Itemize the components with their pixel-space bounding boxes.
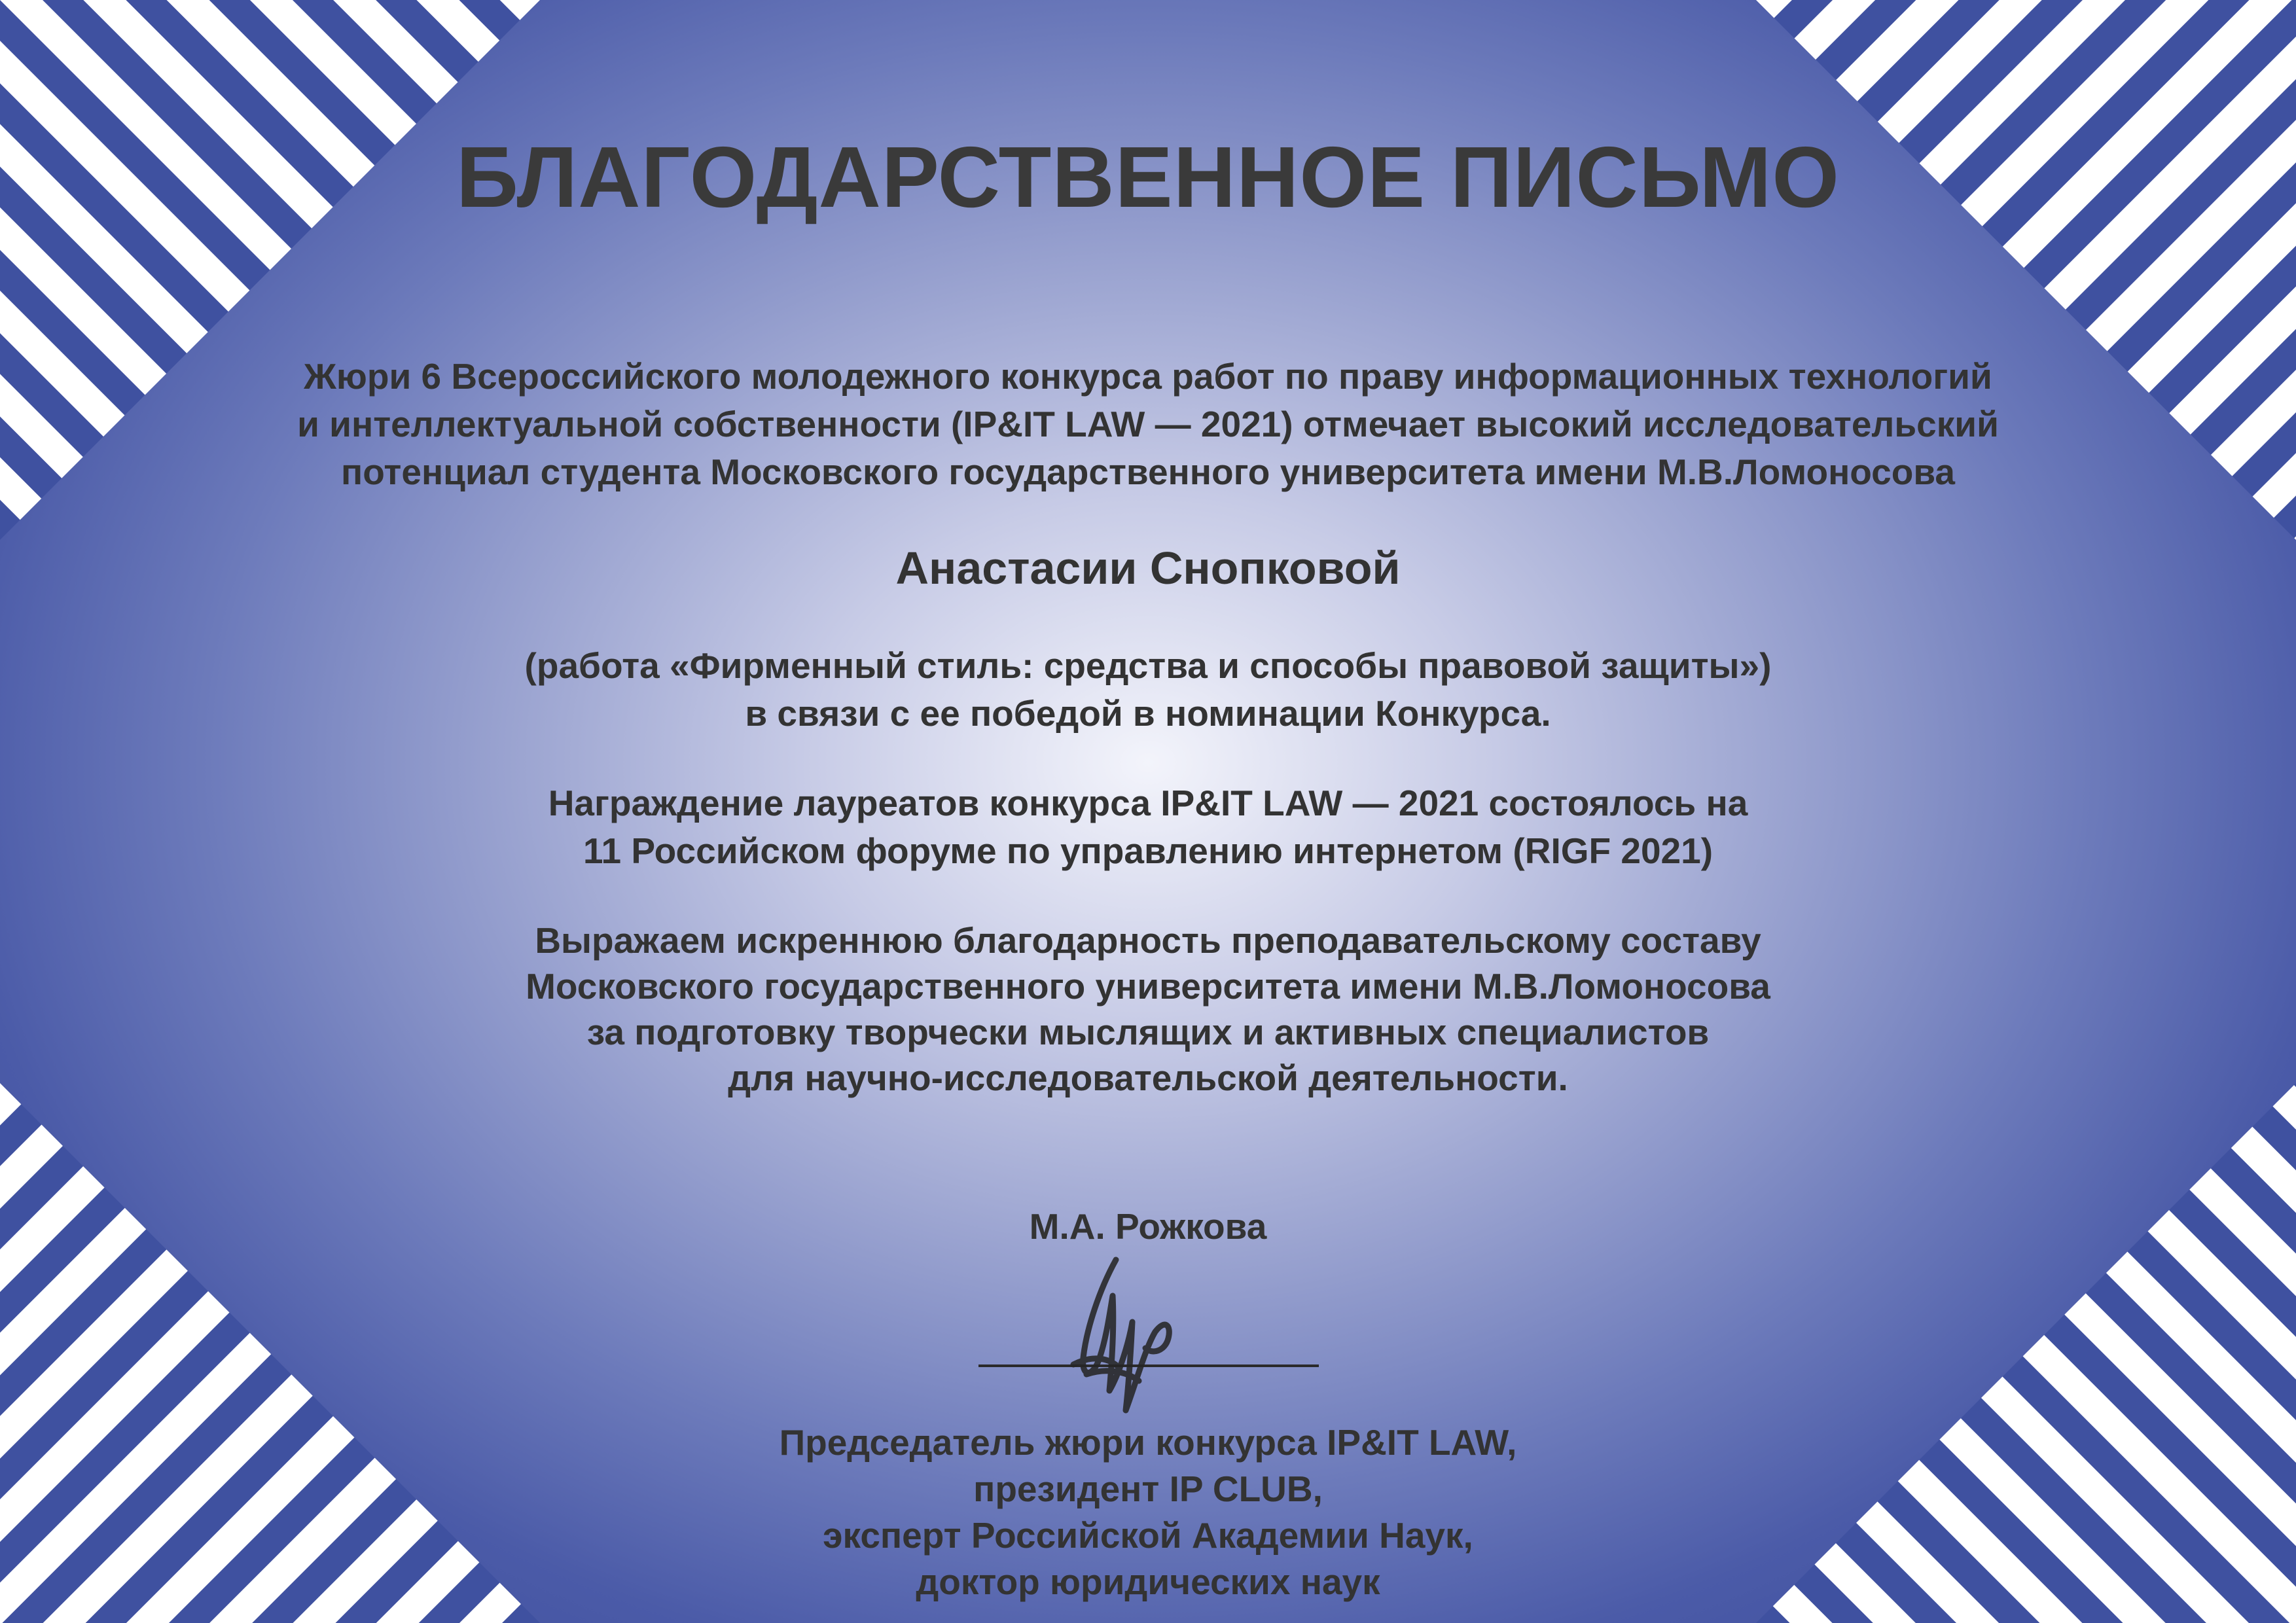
gratitude-line-4: для научно-исследовательской деятельности. bbox=[728, 1058, 1568, 1098]
work-line-1: (работа «Фирменный стиль: средства и способы правовой защиты») bbox=[524, 645, 1772, 686]
gratitude-line-2: Московского государственного университета имени М.В.Ломоносова bbox=[526, 966, 1770, 1007]
signatory-title-3: эксперт Российской Академии Наук, bbox=[823, 1515, 1473, 1556]
intro-line-1: Жюри 6 Всероссийского молодежного конкурса работ по праву информационных технологий bbox=[304, 356, 1992, 397]
work-line-2: в связи с ее победой в номинации Конкурса. bbox=[745, 693, 1551, 734]
recipient-name: Анастасии Снопковой bbox=[895, 543, 1401, 594]
handwritten-signature bbox=[1047, 1243, 1244, 1427]
signatory-title-4: доктор юридических наук bbox=[916, 1561, 1380, 1602]
signatory-title-1: Председатель жюри конкурса IP&IT LAW, bbox=[779, 1422, 1517, 1463]
gratitude-line-3: за подготовку творчески мыслящих и активных специалистов bbox=[586, 1012, 1710, 1052]
award-line-2: 11 Российском форуме по управлению интернетом (RIGF 2021) bbox=[583, 830, 1713, 871]
signatory-name: М.А. Рожкова bbox=[1029, 1206, 1267, 1247]
intro-line-2: и интеллектуальной собственности (IP&IT LAW — 2021) отмечает высокий исследовательский bbox=[297, 404, 1999, 444]
certificate-title: БЛАГОДАРСТВЕННОЕ ПИСЬМО bbox=[456, 129, 1840, 225]
signatory-title-2: президент IP CLUB, bbox=[973, 1469, 1323, 1509]
intro-line-3: потенциал студента Московского государственного университета имени М.В.Ломоносова bbox=[340, 452, 1956, 492]
gratitude-line-1: Выражаем искреннюю благодарность преподавательскому составу bbox=[535, 920, 1761, 961]
award-line-1: Награждение лауреатов конкурса IP&IT LAW — 2021 состоялось на bbox=[548, 783, 1748, 823]
